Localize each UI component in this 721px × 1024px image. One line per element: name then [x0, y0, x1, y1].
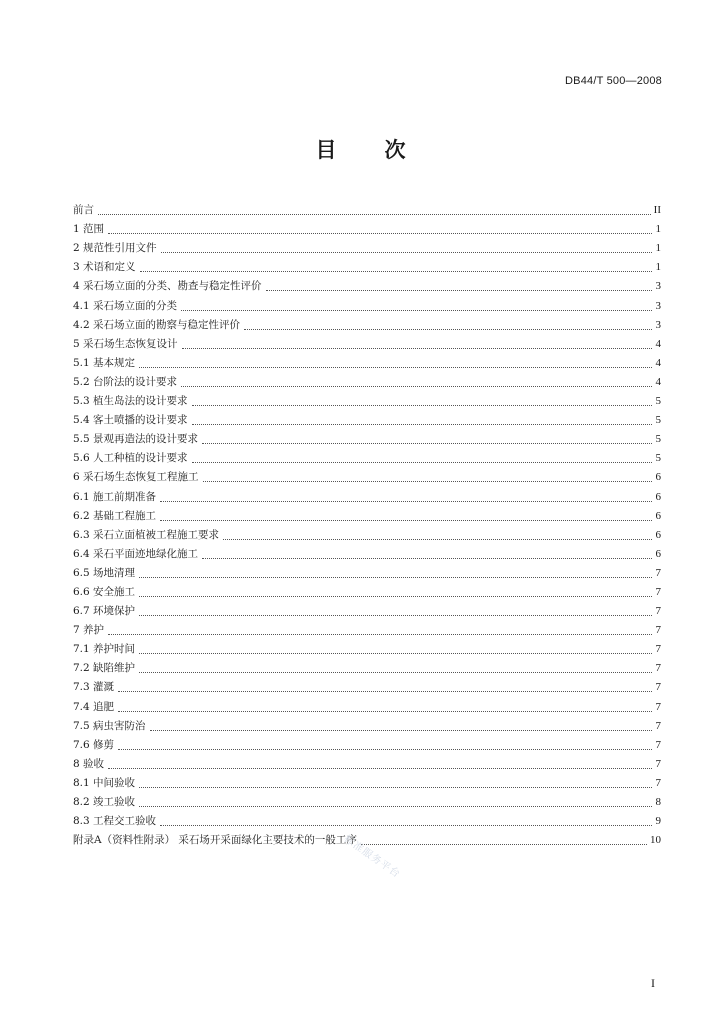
toc-entry[interactable] [73, 507, 661, 526]
toc-entry-label: 7.6 修剪 [73, 738, 115, 751]
toc-entry-label: 5.2 台阶法的设计要求 [73, 375, 178, 388]
toc-entry[interactable] [73, 640, 661, 659]
toc-leader-dots [192, 424, 652, 425]
watermark: 标准服务平台 [341, 833, 403, 881]
toc-entry-label: 7 养护 [73, 624, 105, 637]
toc-entry-page: 6 [655, 471, 661, 484]
toc-leader-dots [181, 310, 652, 311]
toc-entry-label: 6.5 场地清理 [73, 566, 136, 579]
toc-leader-dots [139, 615, 652, 616]
toc-entry-label: 8.1 中间验收 [73, 776, 136, 789]
toc-entry[interactable] [73, 755, 661, 774]
toc-leader-dots [161, 252, 652, 253]
toc-entry-page: 10 [650, 834, 661, 847]
toc-entry-page: 4 [655, 375, 661, 388]
toc-entry[interactable] [73, 545, 661, 564]
toc-leader-dots [118, 749, 652, 750]
toc-leader-dots [244, 329, 652, 330]
toc-entry-page: 5 [655, 433, 661, 446]
toc-entry-label: 3 术语和定义 [73, 261, 136, 274]
toc-entry[interactable] [73, 354, 661, 373]
toc-entry-page: 7 [655, 681, 661, 694]
toc-entry-label: 8 验收 [73, 757, 105, 770]
toc-entry-label: 7.4 追肥 [73, 700, 115, 713]
toc-entry-page: II [653, 204, 661, 217]
toc-entry-label: 6.7 环境保护 [73, 605, 136, 618]
toc-entry-page: 7 [655, 776, 661, 789]
toc-leader-dots [139, 653, 652, 654]
toc-entry[interactable] [73, 277, 661, 296]
toc-entry[interactable] [73, 717, 661, 736]
toc-leader-dots [202, 443, 652, 444]
toc-leader-dots [98, 214, 651, 215]
toc-entry-label: 2 规范性引用文件 [73, 242, 157, 255]
toc-entry-page: 7 [655, 605, 661, 618]
toc-entry-page: 7 [655, 566, 661, 579]
toc-entry-page: 7 [655, 662, 661, 675]
toc-entry-label: 6.3 采石立面植被工程施工要求 [73, 528, 220, 541]
toc-entry[interactable] [73, 526, 661, 545]
toc-leader-dots [160, 825, 652, 826]
toc-entry-page: 7 [655, 585, 661, 598]
toc-entry-page: 6 [655, 509, 661, 522]
toc-leader-dots [361, 844, 647, 845]
toc-entry-label: 7.5 病虫害防治 [73, 719, 146, 732]
toc-entry-label: 1 范围 [73, 223, 105, 236]
toc-entry-label: 4 采石场立面的分类、勘查与稳定性评价 [73, 280, 262, 293]
toc-entry[interactable] [73, 316, 661, 335]
toc-entry[interactable] [73, 449, 661, 468]
toc-entry[interactable] [73, 487, 661, 506]
toc-entry[interactable] [73, 621, 661, 640]
toc-entry-label: 5.1 基本规定 [73, 356, 136, 369]
page-number: I [651, 976, 655, 990]
page-title-char-1: 目 [315, 138, 337, 162]
toc-leader-dots [118, 691, 652, 692]
toc-entry-page: 3 [655, 280, 661, 293]
toc-entry[interactable] [73, 793, 661, 812]
toc-leader-dots [139, 596, 652, 597]
toc-leader-dots [150, 730, 652, 731]
table-of-contents [73, 201, 661, 850]
page-title-char-2: 次 [384, 138, 406, 162]
toc-entry[interactable] [73, 392, 661, 411]
toc-entry-page: 7 [655, 624, 661, 637]
toc-entry-label: 4.2 采石场立面的勘察与稳定性评价 [73, 318, 241, 331]
toc-entry-page: 8 [655, 796, 661, 808]
toc-entry[interactable] [73, 411, 661, 430]
toc-leader-dots [203, 481, 652, 482]
toc-entry-label: 8.3 工程交工验收 [73, 815, 157, 828]
toc-leader-dots [160, 501, 652, 502]
toc-entry-label: 5.4 客土喷播的设计要求 [73, 414, 188, 427]
toc-entry-page: 7 [655, 700, 661, 713]
toc-leader-dots [139, 672, 652, 673]
toc-entry-label: 7.1 养护时间 [73, 643, 136, 656]
toc-entry-page: 7 [655, 643, 661, 656]
toc-entry-page: 1 [655, 261, 661, 274]
toc-entry-page: 7 [655, 757, 661, 770]
toc-entry-label: 前言 [73, 204, 94, 217]
toc-entry[interactable] [73, 201, 661, 220]
toc-entry-page: 5 [655, 414, 661, 427]
toc-entry-page: 4 [655, 356, 661, 369]
toc-entry-page: 9 [655, 815, 661, 828]
toc-leader-dots [202, 558, 652, 559]
toc-leader-dots [182, 348, 652, 349]
toc-entry[interactable] [73, 774, 661, 793]
toc-entry[interactable] [73, 296, 661, 315]
toc-entry-label: 附录A（资料性附录） 采石场开采面绿化主要技术的一般工序 [73, 834, 357, 847]
toc-entry-page: 5 [655, 395, 661, 408]
toc-leader-dots [192, 462, 652, 463]
toc-entry-page: 3 [655, 299, 661, 312]
toc-entry-page: 5 [655, 452, 661, 465]
toc-leader-dots [108, 768, 652, 769]
toc-entry-label: 6.4 采石平面迹地绿化施工 [73, 547, 199, 560]
toc-entry-label: 6.6 安全施工 [73, 585, 136, 598]
toc-entry[interactable] [73, 373, 661, 392]
toc-entry[interactable] [73, 430, 661, 449]
toc-leader-dots [139, 787, 652, 788]
toc-leader-dots [108, 233, 652, 234]
toc-entry[interactable] [73, 220, 661, 239]
toc-leader-dots [266, 290, 652, 291]
toc-leader-dots [140, 271, 652, 272]
toc-entry-label: 5.3 植生岛法的设计要求 [73, 395, 188, 408]
toc-entry[interactable] [73, 239, 661, 258]
toc-entry[interactable] [73, 335, 661, 354]
toc-leader-dots [139, 577, 652, 578]
toc-entry-label: 6.1 施工前期准备 [73, 490, 157, 503]
toc-entry-label: 5.5 景观再造法的设计要求 [73, 433, 199, 446]
toc-entry-label: 5.6 人工种植的设计要求 [73, 452, 188, 465]
toc-leader-dots [139, 367, 652, 368]
toc-entry[interactable] [73, 583, 661, 602]
toc-entry-label: 4.1 采石场立面的分类 [73, 299, 178, 312]
document-code: DB44/T 500—2008 [565, 75, 662, 87]
toc-leader-dots [223, 539, 652, 540]
toc-entry-label: 6.2 基础工程施工 [73, 509, 157, 522]
toc-entry-page: 1 [655, 223, 661, 236]
toc-leader-dots [160, 520, 652, 521]
toc-entry-page: 3 [655, 318, 661, 331]
toc-entry-label: 7.3 灌溉 [73, 681, 115, 694]
toc-entry[interactable] [73, 812, 661, 831]
toc-entry[interactable] [73, 564, 661, 583]
toc-entry[interactable] [73, 258, 661, 277]
toc-leader-dots [181, 386, 652, 387]
toc-entry-page: 4 [655, 337, 661, 350]
toc-entry-page: 7 [655, 719, 661, 732]
toc-entry[interactable] [73, 678, 661, 697]
toc-entry-page: 6 [655, 528, 661, 541]
toc-entry[interactable] [73, 602, 661, 621]
toc-entry-label: 7.2 缺陷维护 [73, 662, 136, 675]
toc-leader-dots [192, 405, 652, 406]
toc-entry[interactable] [73, 468, 661, 487]
page-title [0, 134, 721, 164]
toc-leader-dots [108, 634, 652, 635]
toc-entry[interactable] [73, 659, 661, 678]
toc-entry-label: 8.2 竣工验收 [73, 796, 136, 808]
toc-entry-page: 7 [655, 738, 661, 751]
toc-entry[interactable] [73, 697, 661, 716]
toc-entry-label: 6 采石场生态恢复工程施工 [73, 471, 199, 484]
toc-entry-page: 1 [655, 242, 661, 255]
toc-leader-dots [139, 806, 652, 807]
toc-leader-dots [118, 711, 652, 712]
toc-entry-page: 6 [655, 547, 661, 560]
toc-entry-page: 6 [655, 490, 661, 503]
toc-entry[interactable] [73, 736, 661, 755]
toc-entry-label: 5 采石场生态恢复设计 [73, 337, 178, 350]
